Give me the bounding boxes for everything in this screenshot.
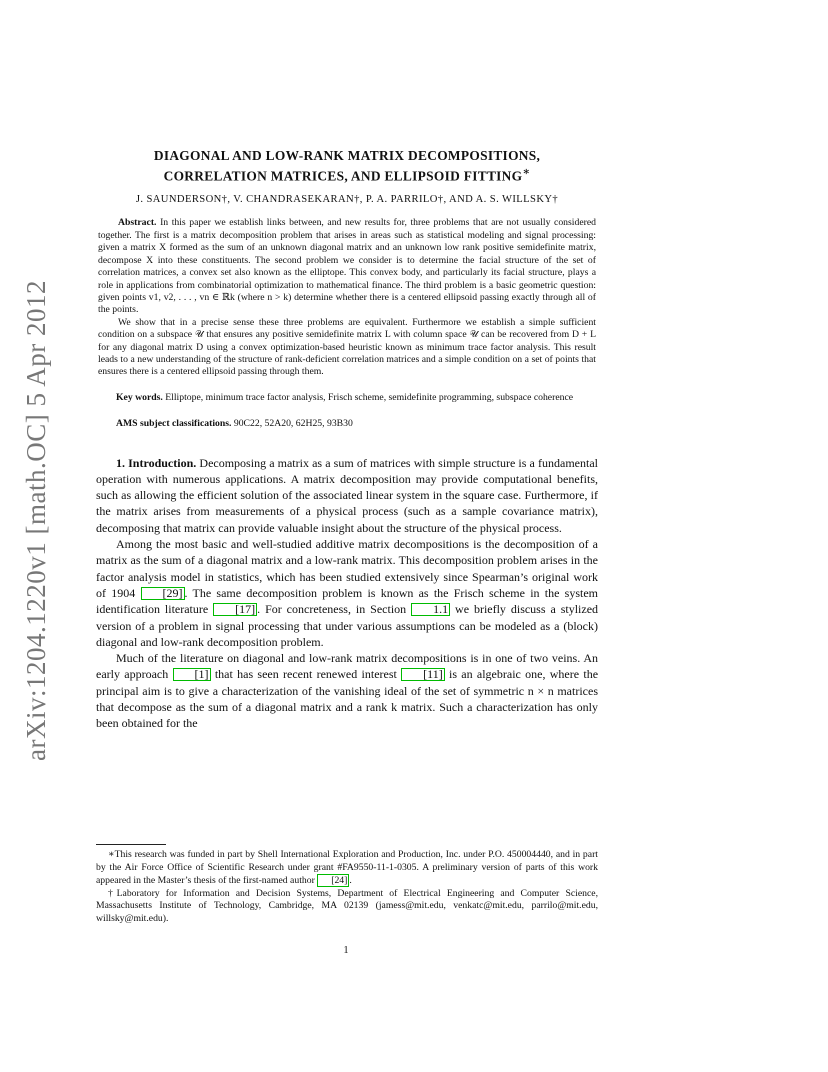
citation-1-link[interactable]: [1] [173, 668, 211, 681]
section-1-1-link[interactable]: 1.1 [411, 603, 450, 616]
footnote-funding-end: . [349, 875, 352, 887]
author-list: J. SAUNDERSON†, V. CHANDRASEKARAN†, P. A. PARRILO†, AND A. S. WILLSKY† [135, 194, 559, 206]
intro-paragraph-2-part-a: Among the most basic and well-studied additive matrix decompositions is the decomposition of a matrix as the sum of a diagonal matrix and a low-rank matrix. This decomposition problem arises in the factor analysis model in statistics, which has been studied extensively since Spearman’s original work of 1904 [96, 537, 598, 600]
ams-classifications [96, 418, 598, 430]
footnote-funding [96, 849, 598, 888]
keywords-text: Elliptope, minimum trace factor analysis, Frisch scheme, semidefinite programming, subspace coherence [165, 391, 574, 403]
intro-paragraph-2-part-c: . For concreteness, in Section [257, 602, 407, 617]
intro-paragraph-2-part-b: . The same decomposition problem is known as the Frisch scheme in the system identification literature [96, 585, 599, 617]
abstract-label: Abstract. [118, 217, 157, 229]
footnotes [96, 844, 598, 926]
intro-paragraph-2-part-d: we briefly discuss a stylized version of a problem in signal processing that under various assumptions can be modeled as a (block) diagonal and low-rank decomposition problem. [96, 602, 599, 649]
footnote-affiliation: †Laboratory for Information and Decision Systems, Department of Electrical Engineering and Computer Science, Massachusetts Institute of Technology, Cambridge, MA 02139 (jamess@mit.edu, venkatc@mit.edu, parrilo@mit.edu, willsky@mit.edu). [96, 887, 598, 924]
arxiv-stamp-text: arXiv:1204.1220v1 [math.OC] 5 Apr 2012 [20, 279, 51, 761]
title-footnote-marker: ∗ [522, 166, 531, 178]
paper-page [96, 148, 598, 732]
citation-17-link[interactable]: [17] [213, 603, 257, 616]
abstract [96, 217, 598, 378]
paper-title [96, 148, 598, 184]
intro-paragraph-3-part-c: is an algebraic one, where the principal aim is to give a characterization of the vanishing ideal of the set of symmetric n × n matrices that decompose as the sum of a diagonal matrix and a rank k matrix. Such a characterization has only been obtained for the [96, 667, 599, 731]
footnote-rule [96, 844, 166, 845]
citation-11-link[interactable]: [11] [401, 668, 445, 681]
intro-paragraph-3-part-a: Much of the literature on diagonal and low-rank matrix decompositions is in one of two veins. An early approach [96, 651, 598, 682]
arxiv-stamp [14, 280, 58, 760]
ams-label: AMS subject classifications. [116, 418, 232, 430]
keywords-label: Key words. [116, 391, 163, 403]
intro-paragraph-1: Decomposing a matrix as a sum of matrices with simple structure is a fundamental operation with numerous applications. A matrix decomposition may provide computational benefits, such as allowing the efficient solution of the associated linear system in the square case. Furthermore, if the matrix arises from measurements of a physical process (such as a sample covariance matrix), decomposing that matrix can provide valuable insight about the structure of the physical process. [96, 455, 598, 535]
citation-29-link[interactable]: [29] [141, 587, 185, 600]
abstract-paragraph-2: We show that in a precise sense these three problems are equivalent. Furthermore we establish a simple sufficient condition on a subspace 𝒰 that ensures any positive semidefinite matrix L with column space 𝒰 can be recovered from D + L for any diagonal matrix D using a convex optimization-based heuristic known as minimum trace factor analysis. This result leads to a new understanding of the structure of rank-deficient correlation matrices and a simple condition on a set of points that ensures there is a centered ellipsoid passing through them. [98, 316, 596, 378]
page-number: 1 [343, 945, 349, 956]
abstract-paragraph-1: In this paper we establish links between, and new results for, three problems that are not usually considered together. The first is a matrix decomposition problem that arises in areas such as statistical modeling and signal processing: given a matrix X formed as the sum of an unknown diagonal matrix and an unknown low rank positive semidefinite matrix, decompose X into these constituents. The second problem we consider is to determine the facial structure of the set of correlation matrices, a convex set also known as the elliptope. This convex body, and particularly its facial structure, plays a role in applications from combinatorial optimization to mathematical finance. The third problem is a basic geometric question: given points v1, v2, . . . , vn ∈ ℝk (where n > k) determine whether there is a centered ellipsoid passing exactly through all of the points. [98, 217, 596, 316]
footnote-funding-text: ∗This research was funded in part by Shell International Exploration and Production, Inc. under P.O. 450004440, and in part by the Air Force Office of Scientific Research under grant #FA9550-11-1-0305. A preliminary version of parts of this work appeared in the Master’s thesis of the first-named author [96, 849, 598, 887]
title-line-1: DIAGONAL AND LOW-RANK MATRIX DECOMPOSITIONS, [153, 148, 541, 163]
intro-paragraph-3-part-b: that has seen recent renewed interest [214, 667, 397, 682]
keywords [96, 392, 598, 404]
introduction-section [96, 455, 598, 732]
ams-codes: 90C22, 52A20, 62H25, 93B30 [233, 418, 353, 430]
title-line-2: CORRELATION MATRICES, AND ELLIPSOID FITTING [163, 168, 523, 184]
citation-24-link[interactable]: [24] [317, 874, 349, 887]
section-heading: 1. Introduction. [116, 455, 197, 470]
